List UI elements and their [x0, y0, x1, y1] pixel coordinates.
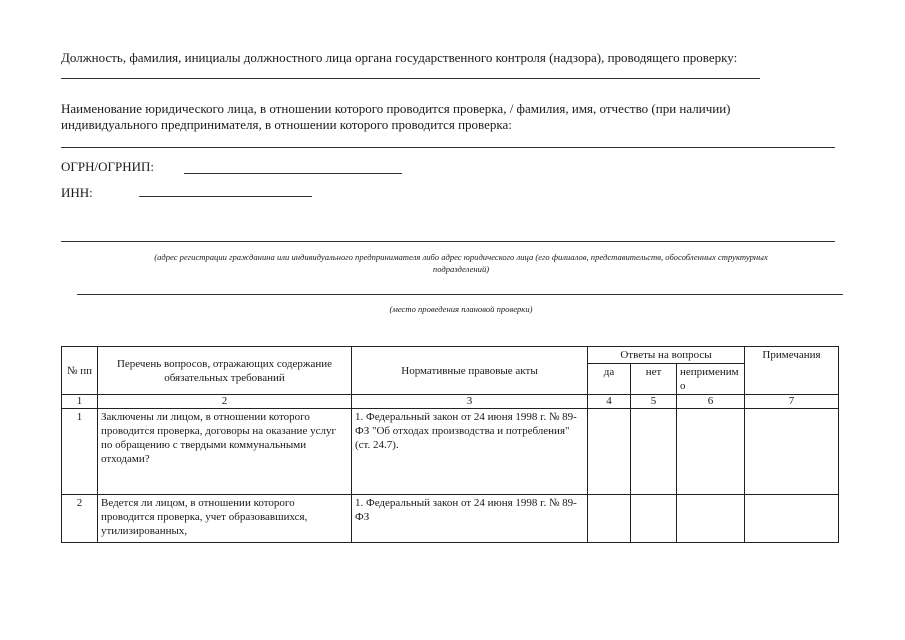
answer-no-cell[interactable] [631, 495, 677, 543]
notes-cell[interactable] [745, 409, 839, 495]
inspector-label: Должность, фамилия, инициалы должностного лица органа государственного контроля (надзора), проводящего проверку: [61, 50, 738, 65]
entity-field-line [61, 147, 835, 148]
answer-yes-cell[interactable] [588, 409, 631, 495]
place-field-line [77, 294, 843, 295]
column-number: 7 [745, 395, 839, 409]
answer-not-applicable-cell[interactable] [677, 495, 745, 543]
header-no: нет [631, 364, 677, 395]
address-note-line2: подразделений) [432, 264, 490, 274]
column-number: 2 [98, 395, 352, 409]
place-note: (место проведения плановой проверки) [389, 304, 533, 314]
act-text: 1. Федеральный закон от 24 июня 1998 г. № 89-ФЗ [355, 497, 577, 523]
checklist-table [61, 346, 839, 543]
question-text: Заключены ли лицом, в отношении которого проводится проверка, договоры на оказание услуг по обращению с твердыми коммунальными отходами? [98, 409, 352, 495]
header-notes: Примечания [745, 347, 839, 395]
header-answers: Ответы на вопросы [588, 347, 745, 364]
column-number: 6 [677, 395, 745, 409]
column-number: 4 [588, 395, 631, 409]
answer-not-applicable-cell[interactable] [677, 409, 745, 495]
answer-yes-cell[interactable] [588, 495, 631, 543]
row-number: 2 [62, 495, 98, 543]
table-row [62, 495, 839, 543]
header-acts: Нормативные правовые акты [352, 347, 588, 395]
address-note-line1: (адрес регистрации гражданина или индивидуального предпринимателя либо адрес юридического лица (его филиалов, представительств, обособленных структурных [154, 252, 768, 262]
ogrn-field-line [184, 173, 402, 174]
inn-label: ИНН: [61, 185, 93, 200]
table-row [62, 409, 839, 495]
column-number: 5 [631, 395, 677, 409]
inspector-field-line [61, 78, 760, 79]
column-number: 1 [62, 395, 98, 409]
row-number: 1 [62, 409, 98, 495]
column-number: 3 [352, 395, 588, 409]
header-questions: Перечень вопросов, отражающих содержание обязательных требований [98, 347, 352, 395]
inn-field-line [139, 196, 312, 197]
act-text: 1. Федеральный закон от 24 июня 1998 г. № 89-ФЗ "Об отходах производства и потребления" (ст. 24.7). [352, 409, 588, 495]
ogrn-label: ОГРН/ОГРНИП: [61, 159, 155, 174]
entity-label-line1: Наименование юридического лица, в отношении которого проводится проверка, / фамилия, имя, отчество (при наличии) [61, 101, 731, 116]
answer-no-cell[interactable] [631, 409, 677, 495]
notes-cell[interactable] [745, 495, 839, 543]
question-text: Ведется ли лицом, в отношении которого проводится проверка, учет образовавшихся, утилизированных, [101, 497, 308, 537]
header-num: № пп [62, 347, 98, 395]
header-yes: да [588, 364, 631, 395]
entity-label-line2: индивидуального предпринимателя, в отношении которого проводится проверка: [61, 117, 512, 132]
header-not-applicable: неприменимо [677, 364, 745, 395]
address-field-line [61, 241, 835, 242]
